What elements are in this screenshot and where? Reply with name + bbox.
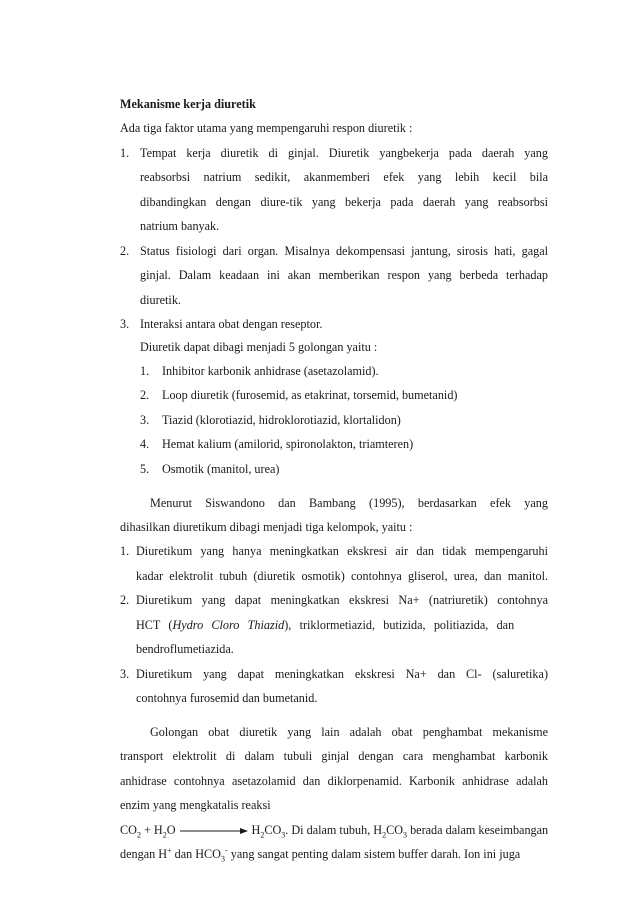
list-number: 2.: [140, 388, 150, 403]
intro-text: Ada tiga faktor utama yang mempengaruhi respon diuretik :: [120, 121, 413, 136]
factor-line: diuretik.: [140, 292, 181, 307]
list-item: Tiazid (klorotiazid, hidroklorotiazid, klortalidon): [162, 412, 401, 427]
list-number: 1.: [120, 544, 130, 559]
paragraph-line: dihasilkan diuretikum dibagi menjadi tiga kelompok, yaitu :: [120, 520, 413, 534]
section-title: Mekanisme kerja diuretik: [120, 97, 256, 111]
formula-sub: 3: [281, 830, 286, 840]
buffer-text: dengan H: [120, 846, 168, 861]
list-number: 2.: [120, 593, 130, 608]
list-item: Loop diuretik (furosemid, as etakrinat, torsemid, bumetanid): [162, 388, 458, 403]
formula-h: H: [251, 822, 261, 837]
formula-sub: 3: [221, 854, 225, 864]
factor-number: 3.: [120, 316, 130, 331]
list-line: Diuretikum yang hanya meningkatkan ekskresi air dan tidak mempengaruhi: [136, 544, 548, 559]
formula-o: O: [166, 822, 176, 837]
hct-text: HCT (: [136, 617, 173, 632]
hct-italic: Hydro Cloro Thiazid: [172, 617, 285, 632]
reaction-text: . Di dalam tubuh, H: [285, 822, 383, 837]
factor-line: Status fisiologi dari organ. Misalnya dekompensasi jantung, sirosis hati, gagal: [140, 243, 548, 258]
formula-sub: 2: [260, 830, 265, 840]
list-number: 3.: [140, 412, 150, 427]
factor-line: Interaksi antara obat dengan reseptor.: [140, 316, 323, 331]
formula-plus-h: + H: [140, 822, 163, 837]
factor-line: dibandingkan dengan diure-tik yang bekerja pada daerah yang reabsorbsi: [140, 194, 548, 209]
reaction-arrow-icon: [180, 827, 248, 835]
list-number: 4.: [140, 437, 150, 452]
buffer-text: dan HCO: [171, 846, 221, 861]
formula-sub: 2: [162, 830, 167, 840]
formula-sup: -: [225, 845, 228, 855]
list-line: kadar elektrolit tubuh (diuretik osmotik) contohnya gliserol, urea, dan manitol.: [136, 568, 548, 583]
formula-sub: 2: [136, 830, 141, 840]
factor-line: Tempat kerja diuretik di ginjal. Diuretik yangbekerja pada daerah yang: [140, 145, 548, 160]
paragraph-line: Menurut Siswandono dan Bambang (1995), berdasarkan efek yang: [150, 495, 548, 510]
buffer-text: yang sangat penting dalam sistem buffer darah. Ion ini juga: [227, 846, 521, 861]
paragraph-line: enzim yang mengkatalis reaksi: [120, 798, 271, 813]
factor-line: natrium banyak.: [140, 219, 220, 234]
formula-co: CO: [264, 822, 282, 837]
paragraph-line: anhidrase contohnya asetazolamid dan diklorpenamid. Karbonik anhidrase adalah: [120, 773, 548, 788]
paragraph-line: transport elektrolit di dalam tubuli ginjal dengan cara menghambat karbonik: [120, 749, 548, 764]
list-item: Osmotik (manitol, urea): [162, 461, 280, 476]
factor-line: reabsorbsi natrium sedikit, akanmemberi efek yang lebih kecil bila: [140, 170, 548, 185]
list-number: 5.: [140, 461, 150, 476]
paragraph-line: Golongan obat diuretik yang lain adalah obat penghambat mekanisme: [150, 724, 548, 739]
hct-rest: ), triklormetiazid, butizida, politiazida, dan: [284, 617, 515, 632]
reaction-line: [120, 823, 548, 838]
buffer-line: [120, 847, 548, 862]
list-item: Hemat kalium (amilorid, spironolakton, triamteren): [162, 437, 414, 452]
list-number: 1.: [140, 363, 150, 378]
list-line: contohnya furosemid dan bumetanid.: [136, 691, 318, 706]
reaction-text: berada dalam keseimbangan: [407, 822, 549, 837]
list-line: bendroflumetiazida.: [136, 642, 234, 657]
formula-sup: +: [167, 845, 172, 855]
formula-sub: 2: [382, 830, 387, 840]
formula-co: CO: [386, 822, 404, 837]
list-line: [136, 618, 548, 633]
factor-number: 2.: [120, 243, 130, 258]
formula-sub: 3: [403, 830, 408, 840]
formula-co: CO: [120, 822, 137, 837]
factor-line: ginjal. Dalam keadaan ini akan memberikan respon yang berbeda terhadap: [140, 268, 548, 283]
list-item: Inhibitor karbonik anhidrase (asetazolamid).: [162, 363, 379, 378]
factor-number: 1.: [120, 145, 130, 160]
list-number: 3.: [120, 666, 130, 681]
golongan-intro: Diuretik dapat dibagi menjadi 5 golongan yaitu :: [140, 339, 378, 354]
list-line: Diuretikum yang dapat meningkatkan ekskresi Na+ (natriuretik) contohnya: [136, 593, 548, 608]
list-line: Diuretikum yang dapat meningkatkan ekskresi Na+ dan Cl- (saluretika): [136, 666, 548, 681]
